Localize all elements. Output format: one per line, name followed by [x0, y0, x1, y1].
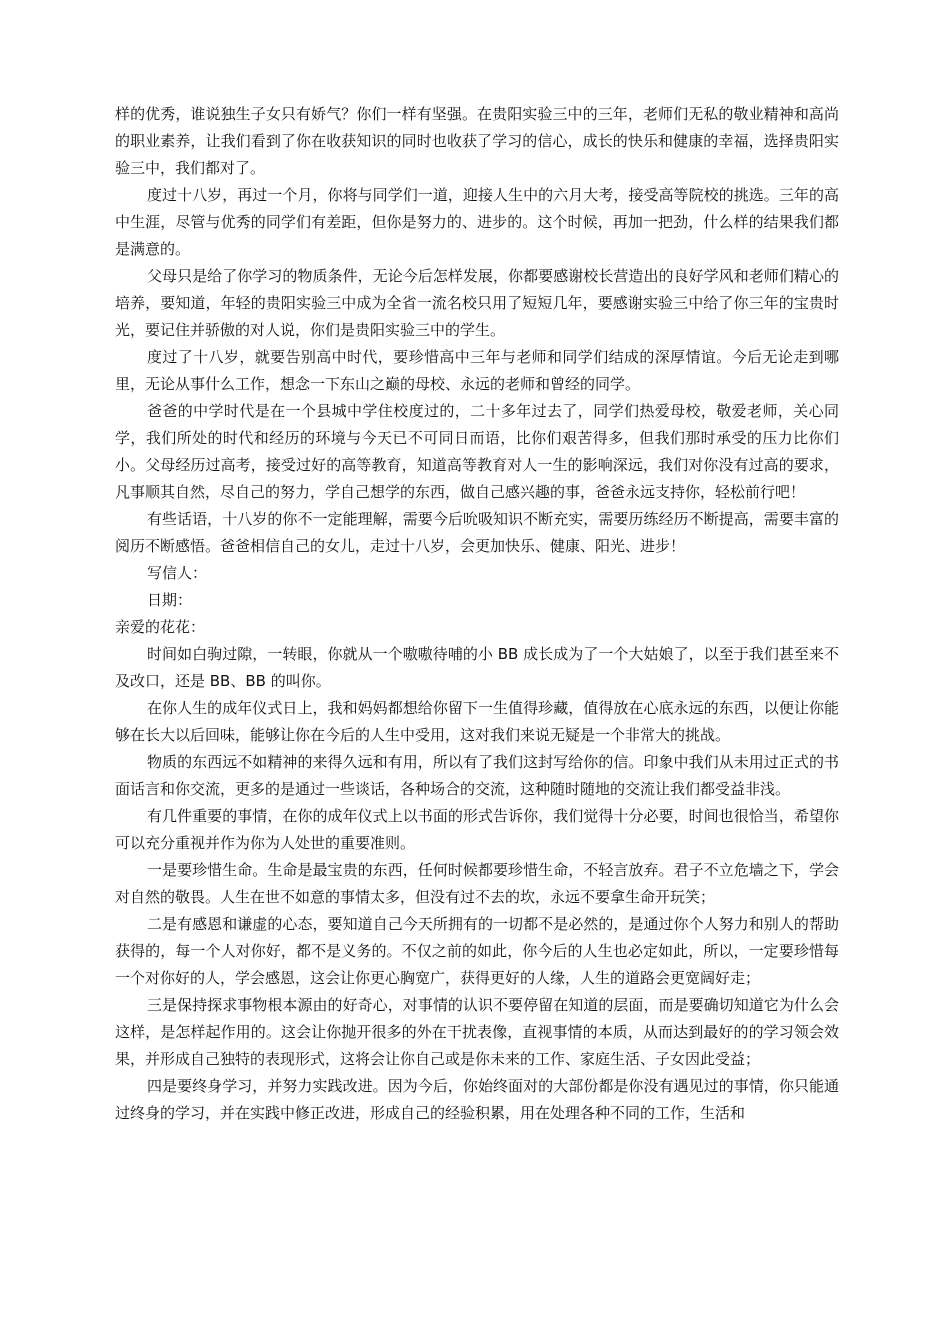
paragraph-16: 三是保持探求事物根本源由的好奇心，对事情的认识不要停留在知道的层面，而是要确切知道它为什么会这样，是怎样起作用的。这会让你抛开很多的外在干扰表像，直视事情的本质，从而达到最好的的学习领会效果，并形成自己独特的表现形式，这将会让你自己或是你未来的工作、家庭生活、子女因此受益； [115, 996, 839, 1068]
paragraph-1: 样的优秀，谁说独生子女只有娇气？你们一样有坚强。在贵阳实验三中的三年，老师们无私的敬业精神和高尚的职业素养，让我们看到了你在收获知识的同时也收获了学习的信心，成长的快乐和健康的幸福，选择贵阳实验三中，我们都对了。 [115, 105, 839, 177]
paragraph-13: 有几件重要的事情，在你的成年仪式上以书面的形式告诉你，我们觉得十分必要，时间也很恰当，希望你可以充分重视并作为你为人处世的重要准则。 [115, 807, 839, 852]
paragraph-11: 在你人生的成年仪式日上，我和妈妈都想给你留下一生值得珍藏，值得放在心底永远的东西，以便让你能够在长大以后回味，能够让你在今后的人生中受用，这对我们来说无疑是一个非常大的挑战。 [115, 699, 839, 744]
paragraph-3: 父母只是给了你学习的物质条件，无论今后怎样发展，你都要感谢校长营造出的良好学风和老师们精心的培养，要知道，年轻的贵阳实验三中成为全省一流名校只用了短短几年，要感谢实验三中给了你三年的宝贵时光，要记住并骄傲的对人说，你们是贵阳实验三中的学生。 [115, 267, 839, 339]
paragraph-6: 有些话语，十八岁的你不一定能理解，需要今后吮吸知识不断充实，需要历练经历不断提高，需要丰富的阅历不断感悟。爸爸相信自己的女儿，走过十八岁，会更加快乐、健康、阳光、进步！ [115, 510, 839, 555]
paragraph-10: 时间如白驹过隙，一转眼，你就从一个嗷嗷待哺的小 BB 成长成为了一个大姑娘了，以至于我们甚至来不及改口，还是 BB、BB 的叫你。 [115, 645, 839, 690]
paragraph-14: 一是要珍惜生命。生命是最宝贵的东西，任何时候都要珍惜生命，不轻言放弃。君子不立危墙之下，学会对自然的敬畏。人生在世不如意的事情太多，但没有过不去的坎，永远不要拿生命开玩笑； [115, 861, 839, 906]
paragraph-12: 物质的东西远不如精神的来得久远和有用，所以有了我们这封写给你的信。印象中我们从未用过正式的书面话言和你交流，更多的是通过一些谈话，各种场合的交流，这种随时随地的交流让我们都受益非浅。 [115, 753, 839, 798]
letter-salutation: 亲爱的花花： [115, 618, 206, 636]
document-body [115, 101, 839, 1127]
paragraph-17: 四是要终身学习，并努力实践改进。因为今后，你始终面对的大部份都是你没有遇见过的事情，你只能通过终身的学习，并在实践中修正改进，形成自己的经验积累，用在处理各种不同的工作，生活和 [115, 1077, 839, 1122]
paragraph-5: 爸爸的中学时代是在一个县城中学住校度过的，二十多年过去了，同学们热爱母校，敬爱老师，关心同学，我们所处的时代和经历的环境与今天已不可同日而语，比你们艰苦得多，但我们那时承受的压力比你们小。父母经历过高考，接受过好的高等教育，知道高等教育对人一生的影响深远，我们对你没有过高的要求，凡事顺其自然，尽自己的努力，学自己想学的东西，做自己感兴趣的事，爸爸永远支持你，轻松前行吧！ [115, 402, 839, 501]
letter-writer-line: 写信人： [147, 564, 208, 582]
letter-date-line: 日期： [147, 591, 193, 609]
paragraph-2: 度过十八岁，再过一个月，你将与同学们一道，迎接人生中的六月大考，接受高等院校的挑选。三年的高中生涯，尽管与优秀的同学们有差距，但你是努力的、进步的。这个时候，再加一把劲，什么样的结果我们都是满意的。 [115, 186, 839, 258]
paragraph-15: 二是有感恩和谦虚的心态，要知道自己今天所拥有的一切都不是必然的，是通过你个人努力和别人的帮助获得的，每一个人对你好，都不是义务的。不仅之前的如此，你今后的人生也必定如此，所以，一定要珍惜每一个对你好的人，学会感恩，这会让你更心胸宽广，获得更好的人缘，人生的道路会更宽阔好走； [115, 915, 839, 987]
paragraph-4: 度过了十八岁，就要告别高中时代，要珍惜高中三年与老师和同学们结成的深厚情谊。今后无论走到哪里，无论从事什么工作，想念一下东山之巅的母校、永远的老师和曾经的同学。 [115, 348, 839, 393]
